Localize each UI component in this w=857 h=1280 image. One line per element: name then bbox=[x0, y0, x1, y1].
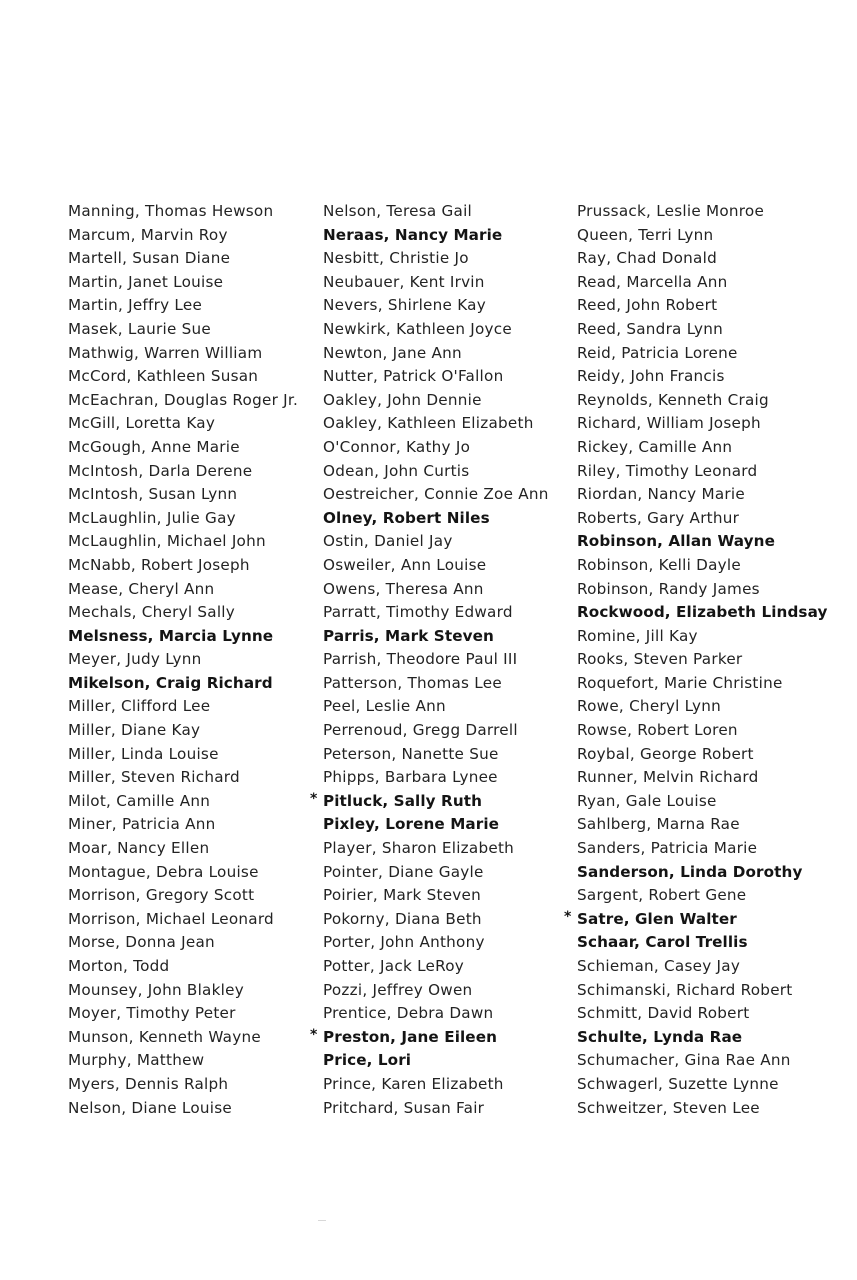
name-entry bbox=[577, 271, 852, 295]
name-text: Oakley, John Dennie bbox=[323, 390, 482, 409]
name-text: McLaughlin, Michael John bbox=[68, 532, 266, 551]
name-text: Peel, Leslie Ann bbox=[323, 697, 446, 716]
name-text: Oakley, Kathleen Elizabeth bbox=[323, 414, 534, 433]
name-column-1 bbox=[68, 200, 318, 1120]
name-text: Parrish, Theodore Paul III bbox=[323, 650, 518, 669]
name-entry bbox=[323, 483, 573, 507]
name-text: McIntosh, Susan Lynn bbox=[68, 485, 238, 504]
name-entry bbox=[68, 247, 318, 271]
name-entry bbox=[577, 460, 852, 484]
name-text: Reidy, John Francis bbox=[577, 367, 725, 386]
name-entry bbox=[323, 908, 573, 932]
name-text: Preston, Jane Eileen bbox=[323, 1027, 498, 1046]
name-text: Myers, Dennis Ralph bbox=[68, 1074, 229, 1093]
name-text: Pokorny, Diana Beth bbox=[323, 909, 482, 928]
name-entry bbox=[577, 884, 852, 908]
name-text: Mathwig, Warren William bbox=[68, 343, 263, 362]
name-entry bbox=[323, 884, 573, 908]
name-entry bbox=[68, 601, 318, 625]
name-text: Runner, Melvin Richard bbox=[577, 768, 759, 787]
name-entry bbox=[577, 837, 852, 861]
name-text: Nelson, Diane Louise bbox=[68, 1098, 233, 1117]
name-text: Schaar, Carol Trellis bbox=[577, 933, 748, 952]
name-text: Schimanski, Richard Robert bbox=[577, 980, 793, 999]
name-entry bbox=[323, 743, 573, 767]
name-text: Miller, Linda Louise bbox=[68, 744, 219, 763]
name-entry bbox=[577, 530, 852, 554]
name-entry bbox=[68, 271, 318, 295]
name-entry bbox=[577, 1049, 852, 1073]
name-text: Nesbitt, Christie Jo bbox=[323, 249, 469, 268]
name-entry bbox=[68, 955, 318, 979]
name-entry bbox=[68, 1002, 318, 1026]
name-entry bbox=[68, 813, 318, 837]
asterisk-marker: * bbox=[310, 1026, 318, 1043]
name-text: Schweitzer, Steven Lee bbox=[577, 1098, 760, 1117]
name-entry bbox=[310, 790, 573, 814]
name-text: Schulte, Lynda Rae bbox=[577, 1027, 743, 1046]
name-text: Reed, John Robert bbox=[577, 296, 718, 315]
name-entry bbox=[323, 1002, 573, 1026]
name-text: Morton, Todd bbox=[68, 957, 170, 975]
name-entry bbox=[68, 884, 318, 908]
name-text: McNabb, Robert Joseph bbox=[68, 555, 250, 574]
name-entry bbox=[577, 318, 852, 342]
name-entry bbox=[323, 625, 573, 649]
name-text: Mease, Cheryl Ann bbox=[68, 579, 215, 598]
name-text: Parris, Mark Steven bbox=[323, 626, 494, 645]
name-entry bbox=[323, 294, 573, 318]
name-text: Neraas, Nancy Marie bbox=[323, 225, 503, 244]
name-entry bbox=[577, 766, 852, 790]
name-entry bbox=[323, 1073, 573, 1097]
name-text: Sanders, Patricia Marie bbox=[577, 839, 758, 858]
name-entry bbox=[577, 1097, 852, 1121]
name-text: Manning, Thomas Hewson bbox=[68, 202, 274, 220]
name-entry bbox=[323, 601, 573, 625]
name-entry bbox=[68, 578, 318, 602]
name-entry bbox=[577, 1002, 852, 1026]
name-entry bbox=[68, 200, 318, 224]
asterisk-marker: * bbox=[564, 908, 572, 925]
name-text: Owens, Theresa Ann bbox=[323, 579, 484, 598]
name-entry bbox=[68, 1073, 318, 1097]
name-text: Martin, Jeffry Lee bbox=[68, 296, 203, 315]
name-text: Sargent, Robert Gene bbox=[577, 886, 747, 905]
name-text: Porter, John Anthony bbox=[323, 933, 485, 952]
name-text: Roybal, George Robert bbox=[577, 744, 754, 763]
name-text: McGough, Anne Marie bbox=[68, 437, 240, 456]
name-entry bbox=[323, 342, 573, 366]
name-text: Ryan, Gale Louise bbox=[577, 791, 717, 810]
name-entry bbox=[323, 979, 573, 1003]
name-text: Melsness, Marcia Lynne bbox=[68, 626, 274, 645]
name-entry bbox=[577, 931, 852, 955]
name-text: Nevers, Shirlene Kay bbox=[323, 296, 486, 315]
name-text: Odean, John Curtis bbox=[323, 461, 470, 480]
name-entry bbox=[68, 554, 318, 578]
name-entry bbox=[68, 743, 318, 767]
name-text: Pitluck, Sally Ruth bbox=[323, 791, 483, 810]
name-text: Parratt, Timothy Edward bbox=[323, 603, 513, 622]
name-entry bbox=[68, 412, 318, 436]
name-text: McIntosh, Darla Derene bbox=[68, 461, 253, 480]
name-text: Reed, Sandra Lynn bbox=[577, 319, 724, 338]
name-entry bbox=[577, 483, 852, 507]
name-entry bbox=[323, 530, 573, 554]
name-text: Prussack, Leslie Monroe bbox=[577, 202, 765, 220]
name-entry bbox=[323, 365, 573, 389]
name-entry bbox=[323, 224, 573, 248]
name-text: Prentice, Debra Dawn bbox=[323, 1004, 494, 1023]
name-entry bbox=[577, 1073, 852, 1097]
name-text: Martin, Janet Louise bbox=[68, 272, 224, 291]
name-entry bbox=[323, 412, 573, 436]
name-text: Olney, Robert Niles bbox=[323, 508, 490, 527]
name-text: Schwagerl, Suzette Lynne bbox=[577, 1074, 779, 1093]
name-entry bbox=[68, 389, 318, 413]
name-text: Rooks, Steven Parker bbox=[577, 650, 743, 669]
name-text: Newkirk, Kathleen Joyce bbox=[323, 319, 512, 338]
name-entry bbox=[310, 1026, 573, 1050]
name-entry bbox=[323, 436, 573, 460]
name-entry bbox=[68, 294, 318, 318]
name-text: Rowe, Cheryl Lynn bbox=[577, 697, 721, 716]
name-entry bbox=[323, 1049, 573, 1073]
name-entry bbox=[577, 861, 852, 885]
name-text: Player, Sharon Elizabeth bbox=[323, 839, 515, 858]
name-text: Prince, Karen Elizabeth bbox=[323, 1074, 504, 1093]
name-column-3 bbox=[564, 200, 852, 1120]
name-text: Morrison, Michael Leonard bbox=[68, 909, 274, 928]
name-entry bbox=[68, 672, 318, 696]
name-entry bbox=[68, 1026, 318, 1050]
name-entry bbox=[68, 318, 318, 342]
name-entry bbox=[577, 554, 852, 578]
name-text: Rickey, Camille Ann bbox=[577, 437, 733, 456]
name-entry bbox=[68, 224, 318, 248]
name-entry bbox=[323, 460, 573, 484]
name-text: McCord, Kathleen Susan bbox=[68, 367, 259, 386]
name-entry bbox=[68, 837, 318, 861]
name-entry bbox=[323, 318, 573, 342]
name-text: Perrenoud, Gregg Darrell bbox=[323, 721, 518, 740]
name-entry bbox=[577, 1026, 852, 1050]
name-entry bbox=[564, 908, 852, 932]
name-entry bbox=[68, 931, 318, 955]
asterisk-marker: * bbox=[310, 790, 318, 807]
name-text: McGill, Loretta Kay bbox=[68, 414, 216, 433]
name-text: Robinson, Randy James bbox=[577, 579, 760, 598]
name-text: Miner, Patricia Ann bbox=[68, 815, 216, 834]
name-text: Milot, Camille Ann bbox=[68, 791, 211, 810]
name-entry bbox=[68, 695, 318, 719]
name-text: Murphy, Matthew bbox=[68, 1051, 205, 1070]
name-text: Nelson, Teresa Gail bbox=[323, 202, 473, 220]
name-text: Morse, Donna Jean bbox=[68, 933, 215, 952]
name-text: Peterson, Nanette Sue bbox=[323, 744, 499, 763]
name-entry bbox=[323, 578, 573, 602]
name-entry bbox=[68, 648, 318, 672]
name-text: Newton, Jane Ann bbox=[323, 343, 462, 362]
name-entry bbox=[577, 955, 852, 979]
name-text: Marcum, Marvin Roy bbox=[68, 225, 228, 244]
name-text: Osweiler, Ann Louise bbox=[323, 555, 487, 574]
name-text: Moyer, Timothy Peter bbox=[68, 1004, 236, 1023]
name-entry bbox=[68, 1097, 318, 1121]
name-entry bbox=[577, 578, 852, 602]
name-entry bbox=[68, 861, 318, 885]
name-text: Masek, Laurie Sue bbox=[68, 319, 212, 338]
page-mark bbox=[318, 1220, 326, 1221]
name-entry bbox=[323, 837, 573, 861]
name-text: Phipps, Barbara Lynee bbox=[323, 768, 498, 787]
name-text: Pritchard, Susan Fair bbox=[323, 1098, 485, 1117]
name-text: Martell, Susan Diane bbox=[68, 249, 231, 268]
name-text: Schumacher, Gina Rae Ann bbox=[577, 1051, 791, 1070]
name-entry bbox=[68, 507, 318, 531]
name-entry bbox=[68, 436, 318, 460]
name-text: Miller, Diane Kay bbox=[68, 721, 201, 740]
name-text: Riley, Timothy Leonard bbox=[577, 461, 758, 480]
name-text: Pixley, Lorene Marie bbox=[323, 815, 500, 834]
name-entry bbox=[68, 766, 318, 790]
name-text: Reid, Patricia Lorene bbox=[577, 343, 738, 362]
name-text: Roquefort, Marie Christine bbox=[577, 673, 783, 692]
name-entry bbox=[323, 955, 573, 979]
name-entry bbox=[323, 766, 573, 790]
name-text: Ostin, Daniel Jay bbox=[323, 532, 453, 551]
name-entry bbox=[68, 460, 318, 484]
name-entry bbox=[68, 342, 318, 366]
name-text: O'Connor, Kathy Jo bbox=[323, 437, 471, 456]
name-entry bbox=[577, 719, 852, 743]
name-entry bbox=[577, 813, 852, 837]
name-entry bbox=[577, 648, 852, 672]
name-column-2 bbox=[310, 200, 573, 1120]
name-entry bbox=[577, 365, 852, 389]
name-text: Robinson, Allan Wayne bbox=[577, 532, 775, 551]
name-text: Mikelson, Craig Richard bbox=[68, 673, 273, 692]
name-entry bbox=[577, 743, 852, 767]
name-entry bbox=[68, 908, 318, 932]
name-text: Rowse, Robert Loren bbox=[577, 721, 738, 740]
name-text: Price, Lori bbox=[323, 1051, 412, 1070]
name-entry bbox=[577, 224, 852, 248]
name-entry bbox=[577, 436, 852, 460]
name-text: Mechals, Cheryl Sally bbox=[68, 603, 235, 622]
name-text: Schmitt, David Robert bbox=[577, 1004, 750, 1023]
name-entry bbox=[323, 507, 573, 531]
name-entry bbox=[577, 412, 852, 436]
name-entry bbox=[68, 530, 318, 554]
name-entry bbox=[323, 813, 573, 837]
name-entry bbox=[323, 648, 573, 672]
name-text: Oestreicher, Connie Zoe Ann bbox=[323, 485, 549, 504]
name-entry bbox=[68, 483, 318, 507]
name-entry bbox=[323, 695, 573, 719]
name-entry bbox=[577, 294, 852, 318]
name-entry bbox=[323, 247, 573, 271]
name-text: Mounsey, John Blakley bbox=[68, 980, 244, 999]
name-entry bbox=[68, 365, 318, 389]
name-text: Patterson, Thomas Lee bbox=[323, 673, 502, 692]
name-text: Miller, Clifford Lee bbox=[68, 697, 211, 716]
name-entry bbox=[68, 719, 318, 743]
name-entry bbox=[323, 1097, 573, 1121]
name-text: McEachran, Douglas Roger Jr. bbox=[68, 390, 299, 409]
name-text: Romine, Jill Kay bbox=[577, 626, 698, 645]
name-entry bbox=[577, 247, 852, 271]
name-entry bbox=[577, 200, 852, 224]
name-text: Pointer, Diane Gayle bbox=[323, 862, 484, 881]
name-entry bbox=[68, 790, 318, 814]
name-text: Morrison, Gregory Scott bbox=[68, 886, 255, 905]
name-entry bbox=[323, 389, 573, 413]
name-entry bbox=[577, 979, 852, 1003]
name-entry bbox=[577, 389, 852, 413]
name-entry bbox=[323, 861, 573, 885]
name-text: Nutter, Patrick O'Fallon bbox=[323, 367, 504, 386]
name-entry bbox=[323, 931, 573, 955]
name-text: Sanderson, Linda Dorothy bbox=[577, 862, 803, 881]
name-text: Munson, Kenneth Wayne bbox=[68, 1027, 261, 1046]
name-text: Queen, Terri Lynn bbox=[577, 225, 714, 244]
name-entry bbox=[577, 790, 852, 814]
name-entry bbox=[577, 507, 852, 531]
name-text: Reynolds, Kenneth Craig bbox=[577, 390, 769, 409]
name-entry bbox=[577, 601, 852, 625]
name-entry bbox=[577, 342, 852, 366]
name-text: Riordan, Nancy Marie bbox=[577, 485, 745, 504]
name-entry bbox=[323, 672, 573, 696]
name-text: Meyer, Judy Lynn bbox=[68, 650, 202, 669]
name-text: Neubauer, Kent Irvin bbox=[323, 272, 485, 291]
name-text: Potter, Jack LeRoy bbox=[323, 957, 465, 975]
name-entry bbox=[323, 554, 573, 578]
name-text: Rockwood, Elizabeth Lindsay bbox=[577, 603, 828, 622]
name-entry bbox=[323, 719, 573, 743]
name-entry bbox=[577, 625, 852, 649]
name-entry bbox=[323, 271, 573, 295]
name-text: Poirier, Mark Steven bbox=[323, 886, 482, 905]
name-entry bbox=[68, 625, 318, 649]
name-entry bbox=[577, 672, 852, 696]
name-text: Richard, William Joseph bbox=[577, 414, 761, 433]
name-text: Pozzi, Jeffrey Owen bbox=[323, 980, 473, 999]
name-text: McLaughlin, Julie Gay bbox=[68, 508, 236, 527]
name-text: Moar, Nancy Ellen bbox=[68, 839, 210, 858]
name-text: Miller, Steven Richard bbox=[68, 768, 240, 787]
name-text: Sahlberg, Marna Rae bbox=[577, 815, 740, 834]
name-entry bbox=[323, 200, 573, 224]
name-entry bbox=[68, 1049, 318, 1073]
name-text: Ray, Chad Donald bbox=[577, 249, 717, 268]
name-text: Roberts, Gary Arthur bbox=[577, 508, 740, 527]
name-text: Schieman, Casey Jay bbox=[577, 957, 741, 975]
name-text: Read, Marcella Ann bbox=[577, 272, 728, 291]
name-text: Robinson, Kelli Dayle bbox=[577, 555, 741, 574]
name-entry bbox=[68, 979, 318, 1003]
name-text: Montague, Debra Louise bbox=[68, 862, 259, 881]
name-entry bbox=[577, 695, 852, 719]
name-text: Satre, Glen Walter bbox=[577, 909, 737, 928]
